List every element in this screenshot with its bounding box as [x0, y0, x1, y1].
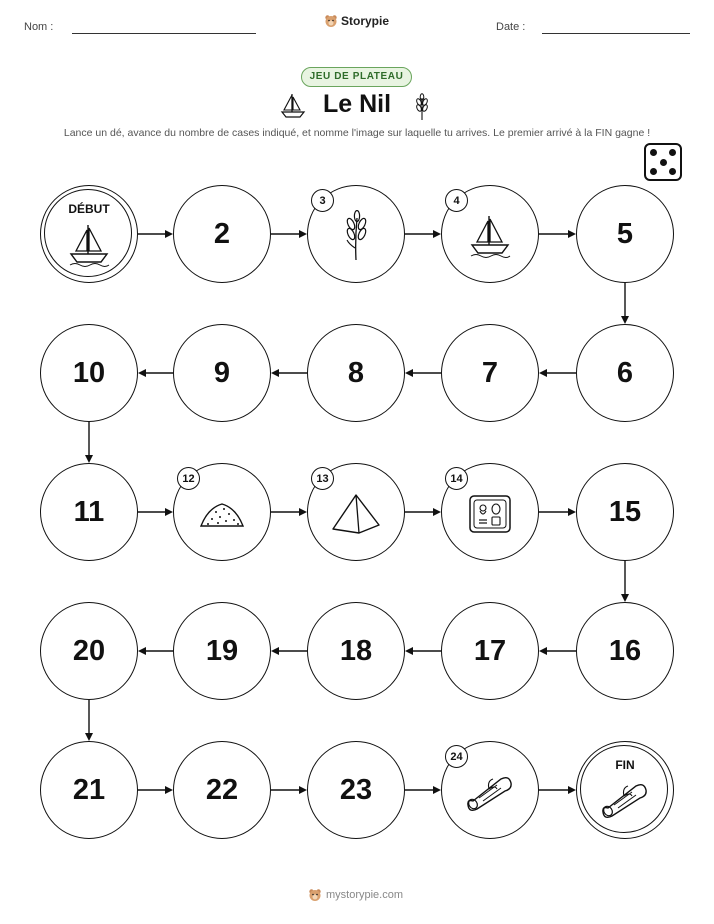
arrow-head: [405, 647, 413, 655]
space-number-badge: 24: [445, 745, 468, 768]
board-space-3: [307, 185, 405, 283]
arrow-head: [568, 786, 576, 794]
space-number: 8: [347, 356, 365, 389]
name-label: Nom :: [24, 21, 54, 33]
space-number: 16: [608, 634, 642, 667]
instructions: Lance un dé, avance du nombre de cases indiqué, et nomme l'image sur laquelle tu arrives. Le premier arrivé à la FIN gagne !: [63, 127, 651, 139]
space-number-badge: 12: [177, 467, 200, 490]
footer-url: mystorypie.com: [326, 889, 404, 901]
papyrus-scroll-icon: [600, 778, 650, 825]
arrow-head: [85, 733, 93, 741]
arrow-head: [165, 786, 173, 794]
sailboat-icon: [468, 213, 512, 264]
board-space-22: [173, 741, 271, 839]
space-number: 9: [213, 356, 231, 389]
papyrus-scroll-icon: [465, 771, 515, 818]
board-space-1: [40, 185, 138, 283]
arrow-head: [271, 647, 279, 655]
space-number-badge: 4: [445, 189, 468, 212]
board-space-2: [173, 185, 271, 283]
board-space-8: [307, 324, 405, 422]
space-number: 23: [339, 773, 373, 806]
page-title: Le Nil: [322, 90, 392, 118]
space-number: 5: [616, 217, 634, 250]
game-type-badge: JEU DE PLATEAU: [301, 67, 412, 87]
arrow-head: [138, 647, 146, 655]
wheat-icon: [341, 210, 371, 267]
arrow-head: [433, 786, 441, 794]
board-space-23: [307, 741, 405, 839]
pyramid-icon: [329, 491, 383, 542]
space-number: 6: [616, 356, 634, 389]
board-space-12: [173, 463, 271, 561]
arrow-head: [568, 230, 576, 238]
board-space-15: [576, 463, 674, 561]
board-space-4: [441, 185, 539, 283]
space-number: 15: [608, 495, 642, 528]
space-number-badge: 13: [311, 467, 334, 490]
board-space-9: [173, 324, 271, 422]
footer: [308, 888, 403, 902]
hieroglyph-icon: [467, 493, 513, 540]
board-space-17: [441, 602, 539, 700]
board-space-21: [40, 741, 138, 839]
date-label: Date :: [496, 21, 526, 33]
board-space-11: [40, 463, 138, 561]
board-space-5: [576, 185, 674, 283]
space-number-badge: 14: [445, 467, 468, 490]
space-number: 19: [205, 634, 239, 667]
board-space-19: [173, 602, 271, 700]
arrow-head: [621, 594, 629, 602]
arrow-head: [433, 508, 441, 516]
space-number: 22: [205, 773, 239, 806]
board-space-20: [40, 602, 138, 700]
board-space-13: [307, 463, 405, 561]
arrow-head: [433, 230, 441, 238]
space-number: 17: [473, 634, 507, 667]
arrow-head: [299, 230, 307, 238]
start-label: DÉBUT: [68, 202, 110, 216]
arrow-head: [539, 647, 547, 655]
space-number: 20: [72, 634, 106, 667]
brand-name: Storypie: [341, 14, 390, 28]
end-label: FIN: [615, 758, 635, 772]
arrow-head: [539, 369, 547, 377]
sailboat-icon: [67, 222, 111, 273]
arrow-head: [165, 230, 173, 238]
arrow-head: [138, 369, 146, 377]
board-space-7: [441, 324, 539, 422]
arrow-head: [405, 369, 413, 377]
bear-icon: [308, 888, 322, 902]
arrow-head: [271, 369, 279, 377]
arrow-head: [568, 508, 576, 516]
board-space-10: [40, 324, 138, 422]
space-number-badge: 3: [311, 189, 334, 212]
space-number: 10: [72, 356, 106, 389]
space-number: 7: [481, 356, 499, 389]
sand-pile-icon: [198, 498, 246, 535]
space-number: 21: [72, 773, 106, 806]
space-number: 11: [73, 495, 105, 528]
arrow-head: [85, 455, 93, 463]
board-space-6: [576, 324, 674, 422]
board-space-25: [576, 741, 674, 839]
board-space-16: [576, 602, 674, 700]
arrow-head: [165, 508, 173, 516]
arrow-head: [621, 316, 629, 324]
arrow-head: [299, 508, 307, 516]
board-space-24: [441, 741, 539, 839]
board-space-18: [307, 602, 405, 700]
arrow-head: [299, 786, 307, 794]
space-number: 2: [213, 217, 231, 250]
board-space-14: [441, 463, 539, 561]
space-number: 18: [339, 634, 373, 667]
